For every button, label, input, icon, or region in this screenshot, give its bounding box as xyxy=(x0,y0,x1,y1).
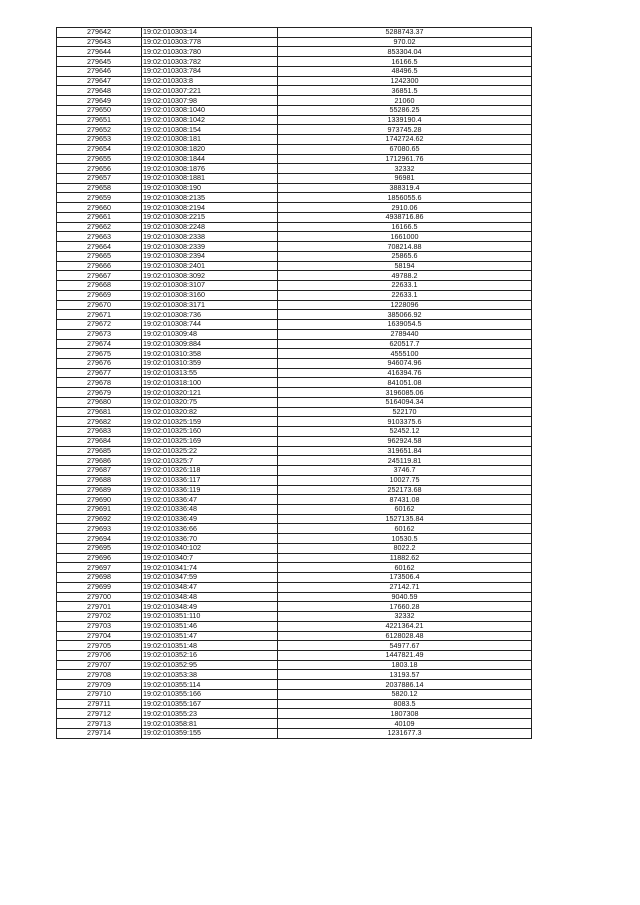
row-number-cell: 279679 xyxy=(57,388,142,398)
value-cell: 25865.6 xyxy=(278,251,532,261)
table-row xyxy=(57,582,532,592)
cadastral-number-cell: 19:02:010308:1844 xyxy=(142,154,278,164)
row-number-cell: 279705 xyxy=(57,641,142,651)
table-row xyxy=(57,602,532,612)
cadastral-number-cell: 19:02:010307:221 xyxy=(142,86,278,96)
cadastral-number-cell: 19:02:010308:2401 xyxy=(142,261,278,271)
row-number-cell: 279704 xyxy=(57,631,142,641)
value-cell: 2910.06 xyxy=(278,203,532,213)
row-number-cell: 279658 xyxy=(57,183,142,193)
value-cell: 245119.81 xyxy=(278,456,532,466)
row-number-cell: 279660 xyxy=(57,203,142,213)
table-row xyxy=(57,660,532,670)
table-body xyxy=(57,28,532,739)
row-number-cell: 279707 xyxy=(57,660,142,670)
table-row xyxy=(57,466,532,476)
row-number-cell: 279677 xyxy=(57,368,142,378)
cadastral-number-cell: 19:02:010308:744 xyxy=(142,320,278,330)
value-cell: 9103375.6 xyxy=(278,417,532,427)
cadastral-number-cell: 19:02:010308:736 xyxy=(142,310,278,320)
table-row xyxy=(57,47,532,57)
table-row xyxy=(57,709,532,719)
cadastral-number-cell: 19:02:010352:95 xyxy=(142,660,278,670)
value-cell: 388319.4 xyxy=(278,183,532,193)
row-number-cell: 279711 xyxy=(57,699,142,709)
value-cell: 58194 xyxy=(278,261,532,271)
value-cell: 3746.7 xyxy=(278,466,532,476)
row-number-cell: 279655 xyxy=(57,154,142,164)
value-cell: 3196085.06 xyxy=(278,388,532,398)
cadastral-number-cell: 19:02:010309:884 xyxy=(142,339,278,349)
value-cell: 385066.92 xyxy=(278,310,532,320)
value-cell: 962924.58 xyxy=(278,436,532,446)
row-number-cell: 279657 xyxy=(57,174,142,184)
value-cell: 49788.2 xyxy=(278,271,532,281)
table-row xyxy=(57,135,532,145)
value-cell: 27142.71 xyxy=(278,582,532,592)
cadastral-number-cell: 19:02:010347:59 xyxy=(142,573,278,583)
row-number-cell: 279701 xyxy=(57,602,142,612)
cadastral-number-cell: 19:02:010325:159 xyxy=(142,417,278,427)
table-row xyxy=(57,66,532,76)
row-number-cell: 279672 xyxy=(57,320,142,330)
table-row xyxy=(57,534,532,544)
table-row xyxy=(57,203,532,213)
table-row xyxy=(57,290,532,300)
cadastral-number-cell: 19:02:010308:1876 xyxy=(142,164,278,174)
cadastral-number-cell: 19:02:010308:3171 xyxy=(142,300,278,310)
value-cell: 67080.65 xyxy=(278,144,532,154)
table-row xyxy=(57,261,532,271)
cadastral-number-cell: 19:02:010326:118 xyxy=(142,466,278,476)
table-row xyxy=(57,320,532,330)
table-row xyxy=(57,407,532,417)
row-number-cell: 279649 xyxy=(57,96,142,106)
cadastral-number-cell: 19:02:010308:2215 xyxy=(142,212,278,222)
row-number-cell: 279663 xyxy=(57,232,142,242)
cadastral-number-cell: 19:02:010341:74 xyxy=(142,563,278,573)
value-cell: 4221364.21 xyxy=(278,621,532,631)
table-row xyxy=(57,28,532,38)
value-cell: 8083.5 xyxy=(278,699,532,709)
value-cell: 40109 xyxy=(278,719,532,729)
value-cell: 96981 xyxy=(278,174,532,184)
cadastral-number-cell: 19:02:010308:3160 xyxy=(142,290,278,300)
cadastral-number-cell: 19:02:010355:166 xyxy=(142,689,278,699)
table-row xyxy=(57,592,532,602)
table-row xyxy=(57,495,532,505)
row-number-cell: 279690 xyxy=(57,495,142,505)
table-row xyxy=(57,96,532,106)
row-number-cell: 279681 xyxy=(57,407,142,417)
row-number-cell: 279697 xyxy=(57,563,142,573)
table-row xyxy=(57,310,532,320)
value-cell: 5820.12 xyxy=(278,689,532,699)
table-row xyxy=(57,612,532,622)
value-cell: 2789440 xyxy=(278,329,532,339)
value-cell: 973745.28 xyxy=(278,125,532,135)
cadastral-number-cell: 19:02:010325:160 xyxy=(142,427,278,437)
cadastral-number-cell: 19:02:010340:7 xyxy=(142,553,278,563)
row-number-cell: 279674 xyxy=(57,339,142,349)
cadastral-number-cell: 19:02:010308:2248 xyxy=(142,222,278,232)
row-number-cell: 279694 xyxy=(57,534,142,544)
table-row xyxy=(57,378,532,388)
value-cell: 21060 xyxy=(278,96,532,106)
value-cell: 2037886.14 xyxy=(278,680,532,690)
table-row xyxy=(57,86,532,96)
table-row xyxy=(57,388,532,398)
table-row xyxy=(57,651,532,661)
cadastral-number-cell: 19:02:010308:3092 xyxy=(142,271,278,281)
row-number-cell: 279652 xyxy=(57,125,142,135)
row-number-cell: 279689 xyxy=(57,485,142,495)
table-row xyxy=(57,251,532,261)
table-row xyxy=(57,456,532,466)
cadastral-number-cell: 19:02:010303:14 xyxy=(142,28,278,38)
value-cell: 17660.28 xyxy=(278,602,532,612)
table-row xyxy=(57,563,532,573)
table-row xyxy=(57,174,532,184)
value-cell: 620517.7 xyxy=(278,339,532,349)
value-cell: 60162 xyxy=(278,563,532,573)
table-row xyxy=(57,504,532,514)
value-cell: 8022.2 xyxy=(278,543,532,553)
cadastral-number-cell: 19:02:010336:66 xyxy=(142,524,278,534)
table-row xyxy=(57,436,532,446)
value-cell: 52452.12 xyxy=(278,427,532,437)
cadastral-number-cell: 19:02:010303:8 xyxy=(142,76,278,86)
row-number-cell: 279675 xyxy=(57,349,142,359)
row-number-cell: 279686 xyxy=(57,456,142,466)
row-number-cell: 279650 xyxy=(57,105,142,115)
value-cell: 9040.59 xyxy=(278,592,532,602)
value-cell: 4938716.86 xyxy=(278,212,532,222)
row-number-cell: 279645 xyxy=(57,57,142,67)
row-number-cell: 279713 xyxy=(57,719,142,729)
cadastral-number-cell: 19:02:010303:780 xyxy=(142,47,278,57)
cadastral-number-cell: 19:02:010351:47 xyxy=(142,631,278,641)
cadastral-number-cell: 19:02:010309:48 xyxy=(142,329,278,339)
value-cell: 16166.5 xyxy=(278,57,532,67)
value-cell: 1527135.84 xyxy=(278,514,532,524)
row-number-cell: 279669 xyxy=(57,290,142,300)
table-row xyxy=(57,368,532,378)
row-number-cell: 279692 xyxy=(57,514,142,524)
value-cell: 54977.67 xyxy=(278,641,532,651)
cadastral-number-cell: 19:02:010355:23 xyxy=(142,709,278,719)
row-number-cell: 279688 xyxy=(57,475,142,485)
row-number-cell: 279684 xyxy=(57,436,142,446)
value-cell: 841051.08 xyxy=(278,378,532,388)
table-row xyxy=(57,728,532,738)
row-number-cell: 279706 xyxy=(57,651,142,661)
row-number-cell: 279642 xyxy=(57,28,142,38)
value-cell: 22633.1 xyxy=(278,290,532,300)
value-cell: 5164094.34 xyxy=(278,397,532,407)
row-number-cell: 279678 xyxy=(57,378,142,388)
data-table xyxy=(56,27,532,739)
table-row xyxy=(57,670,532,680)
cadastral-number-cell: 19:02:010351:48 xyxy=(142,641,278,651)
table-row xyxy=(57,417,532,427)
value-cell: 252173.68 xyxy=(278,485,532,495)
value-cell: 416394.76 xyxy=(278,368,532,378)
table-row xyxy=(57,358,532,368)
value-cell: 1807308 xyxy=(278,709,532,719)
value-cell: 853304.04 xyxy=(278,47,532,57)
row-number-cell: 279646 xyxy=(57,66,142,76)
row-number-cell: 279712 xyxy=(57,709,142,719)
cadastral-number-cell: 19:02:010308:1042 xyxy=(142,115,278,125)
row-number-cell: 279691 xyxy=(57,504,142,514)
cadastral-number-cell: 19:02:010359:155 xyxy=(142,728,278,738)
row-number-cell: 279695 xyxy=(57,543,142,553)
table-row xyxy=(57,281,532,291)
table-row xyxy=(57,57,532,67)
value-cell: 60162 xyxy=(278,504,532,514)
cadastral-number-cell: 19:02:010313:55 xyxy=(142,368,278,378)
value-cell: 87431.08 xyxy=(278,495,532,505)
table-row xyxy=(57,621,532,631)
table-row xyxy=(57,339,532,349)
value-cell: 32332 xyxy=(278,164,532,174)
cadastral-number-cell: 19:02:010320:82 xyxy=(142,407,278,417)
value-cell: 55286.25 xyxy=(278,105,532,115)
value-cell: 1339190.4 xyxy=(278,115,532,125)
row-number-cell: 279680 xyxy=(57,397,142,407)
row-number-cell: 279710 xyxy=(57,689,142,699)
row-number-cell: 279685 xyxy=(57,446,142,456)
row-number-cell: 279670 xyxy=(57,300,142,310)
row-number-cell: 279682 xyxy=(57,417,142,427)
row-number-cell: 279666 xyxy=(57,261,142,271)
value-cell: 6128028.48 xyxy=(278,631,532,641)
table-row xyxy=(57,543,532,553)
cadastral-number-cell: 19:02:010336:48 xyxy=(142,504,278,514)
cadastral-number-cell: 19:02:010353:38 xyxy=(142,670,278,680)
value-cell: 13193.57 xyxy=(278,670,532,680)
cadastral-number-cell: 19:02:010348:48 xyxy=(142,592,278,602)
cadastral-number-cell: 19:02:010348:49 xyxy=(142,602,278,612)
cadastral-number-cell: 19:02:010308:1820 xyxy=(142,144,278,154)
value-cell: 1231677.3 xyxy=(278,728,532,738)
cadastral-number-cell: 19:02:010325:7 xyxy=(142,456,278,466)
table-row xyxy=(57,524,532,534)
value-cell: 173506.4 xyxy=(278,573,532,583)
row-number-cell: 279653 xyxy=(57,135,142,145)
cadastral-number-cell: 19:02:010308:2135 xyxy=(142,193,278,203)
value-cell: 32332 xyxy=(278,612,532,622)
value-cell: 16166.5 xyxy=(278,222,532,232)
cadastral-number-cell: 19:02:010308:181 xyxy=(142,135,278,145)
cadastral-number-cell: 19:02:010336:47 xyxy=(142,495,278,505)
row-number-cell: 279671 xyxy=(57,310,142,320)
table-row xyxy=(57,154,532,164)
cadastral-number-cell: 19:02:010355:167 xyxy=(142,699,278,709)
row-number-cell: 279673 xyxy=(57,329,142,339)
cadastral-number-cell: 19:02:010303:778 xyxy=(142,37,278,47)
table-row xyxy=(57,125,532,135)
value-cell: 1242300 xyxy=(278,76,532,86)
table-row xyxy=(57,271,532,281)
row-number-cell: 279647 xyxy=(57,76,142,86)
row-number-cell: 279699 xyxy=(57,582,142,592)
cadastral-number-cell: 19:02:010336:119 xyxy=(142,485,278,495)
row-number-cell: 279662 xyxy=(57,222,142,232)
table-row xyxy=(57,212,532,222)
value-cell: 319651.84 xyxy=(278,446,532,456)
table-row xyxy=(57,514,532,524)
table-row xyxy=(57,329,532,339)
row-number-cell: 279700 xyxy=(57,592,142,602)
value-cell: 946074.96 xyxy=(278,358,532,368)
value-cell: 10530.5 xyxy=(278,534,532,544)
table-row xyxy=(57,719,532,729)
value-cell: 970.02 xyxy=(278,37,532,47)
table-row xyxy=(57,397,532,407)
row-number-cell: 279683 xyxy=(57,427,142,437)
table-row xyxy=(57,349,532,359)
cadastral-number-cell: 19:02:010325:22 xyxy=(142,446,278,456)
row-number-cell: 279659 xyxy=(57,193,142,203)
row-number-cell: 279702 xyxy=(57,612,142,622)
row-number-cell: 279667 xyxy=(57,271,142,281)
cadastral-number-cell: 19:02:010308:3107 xyxy=(142,281,278,291)
table-row xyxy=(57,680,532,690)
row-number-cell: 279651 xyxy=(57,115,142,125)
value-cell: 1228096 xyxy=(278,300,532,310)
table-row xyxy=(57,300,532,310)
value-cell: 48496.5 xyxy=(278,66,532,76)
row-number-cell: 279698 xyxy=(57,573,142,583)
row-number-cell: 279676 xyxy=(57,358,142,368)
cadastral-number-cell: 19:02:010303:784 xyxy=(142,66,278,76)
cadastral-number-cell: 19:02:010336:117 xyxy=(142,475,278,485)
value-cell: 1661000 xyxy=(278,232,532,242)
table-row xyxy=(57,641,532,651)
cadastral-number-cell: 19:02:010310:359 xyxy=(142,358,278,368)
cadastral-number-cell: 19:02:010308:154 xyxy=(142,125,278,135)
cadastral-number-cell: 19:02:010351:110 xyxy=(142,612,278,622)
row-number-cell: 279714 xyxy=(57,728,142,738)
value-cell: 1712961.76 xyxy=(278,154,532,164)
table-row xyxy=(57,573,532,583)
row-number-cell: 279665 xyxy=(57,251,142,261)
row-number-cell: 279654 xyxy=(57,144,142,154)
cadastral-number-cell: 19:02:010348:47 xyxy=(142,582,278,592)
table-row xyxy=(57,553,532,563)
table-row xyxy=(57,242,532,252)
table-row xyxy=(57,222,532,232)
cadastral-number-cell: 19:02:010352:16 xyxy=(142,651,278,661)
cadastral-number-cell: 19:02:010325:169 xyxy=(142,436,278,446)
table-row xyxy=(57,485,532,495)
table-row xyxy=(57,631,532,641)
row-number-cell: 279709 xyxy=(57,680,142,690)
cadastral-number-cell: 19:02:010303:782 xyxy=(142,57,278,67)
cadastral-number-cell: 19:02:010320:75 xyxy=(142,397,278,407)
cadastral-number-cell: 19:02:010310:358 xyxy=(142,349,278,359)
table-row xyxy=(57,232,532,242)
cadastral-number-cell: 19:02:010308:1040 xyxy=(142,105,278,115)
value-cell: 36851.5 xyxy=(278,86,532,96)
table-row xyxy=(57,115,532,125)
table-row xyxy=(57,427,532,437)
table-row xyxy=(57,689,532,699)
row-number-cell: 279664 xyxy=(57,242,142,252)
value-cell: 1803.18 xyxy=(278,660,532,670)
value-cell: 1639054.5 xyxy=(278,320,532,330)
table-row xyxy=(57,164,532,174)
cadastral-number-cell: 19:02:010308:1881 xyxy=(142,174,278,184)
value-cell: 708214.88 xyxy=(278,242,532,252)
table-row xyxy=(57,37,532,47)
value-cell: 5288743.37 xyxy=(278,28,532,38)
cadastral-number-cell: 19:02:010358:81 xyxy=(142,719,278,729)
value-cell: 60162 xyxy=(278,524,532,534)
value-cell: 10027.75 xyxy=(278,475,532,485)
cadastral-number-cell: 19:02:010307:98 xyxy=(142,96,278,106)
value-cell: 1742724.62 xyxy=(278,135,532,145)
row-number-cell: 279687 xyxy=(57,466,142,476)
row-number-cell: 279703 xyxy=(57,621,142,631)
row-number-cell: 279668 xyxy=(57,281,142,291)
value-cell: 22633.1 xyxy=(278,281,532,291)
cadastral-number-cell: 19:02:010308:2339 xyxy=(142,242,278,252)
cadastral-number-cell: 19:02:010336:70 xyxy=(142,534,278,544)
value-cell: 1856055.6 xyxy=(278,193,532,203)
cadastral-number-cell: 19:02:010308:190 xyxy=(142,183,278,193)
row-number-cell: 279661 xyxy=(57,212,142,222)
table-row xyxy=(57,76,532,86)
row-number-cell: 279656 xyxy=(57,164,142,174)
table-row xyxy=(57,193,532,203)
value-cell: 4555100 xyxy=(278,349,532,359)
value-cell: 1447821.49 xyxy=(278,651,532,661)
table-row xyxy=(57,144,532,154)
cadastral-number-cell: 19:02:010336:49 xyxy=(142,514,278,524)
cadastral-number-cell: 19:02:010318:100 xyxy=(142,378,278,388)
table-row xyxy=(57,105,532,115)
row-number-cell: 279644 xyxy=(57,47,142,57)
table-row xyxy=(57,475,532,485)
table-row xyxy=(57,183,532,193)
table-row xyxy=(57,446,532,456)
value-cell: 11882.62 xyxy=(278,553,532,563)
value-cell: 522170 xyxy=(278,407,532,417)
cadastral-number-cell: 19:02:010308:2338 xyxy=(142,232,278,242)
cadastral-number-cell: 19:02:010355:114 xyxy=(142,680,278,690)
row-number-cell: 279648 xyxy=(57,86,142,96)
cadastral-number-cell: 19:02:010351:46 xyxy=(142,621,278,631)
cadastral-number-cell: 19:02:010340:102 xyxy=(142,543,278,553)
cadastral-number-cell: 19:02:010308:2394 xyxy=(142,251,278,261)
cadastral-number-cell: 19:02:010308:2194 xyxy=(142,203,278,213)
row-number-cell: 279708 xyxy=(57,670,142,680)
row-number-cell: 279693 xyxy=(57,524,142,534)
table-row xyxy=(57,699,532,709)
row-number-cell: 279643 xyxy=(57,37,142,47)
row-number-cell: 279696 xyxy=(57,553,142,563)
cadastral-number-cell: 19:02:010320:121 xyxy=(142,388,278,398)
